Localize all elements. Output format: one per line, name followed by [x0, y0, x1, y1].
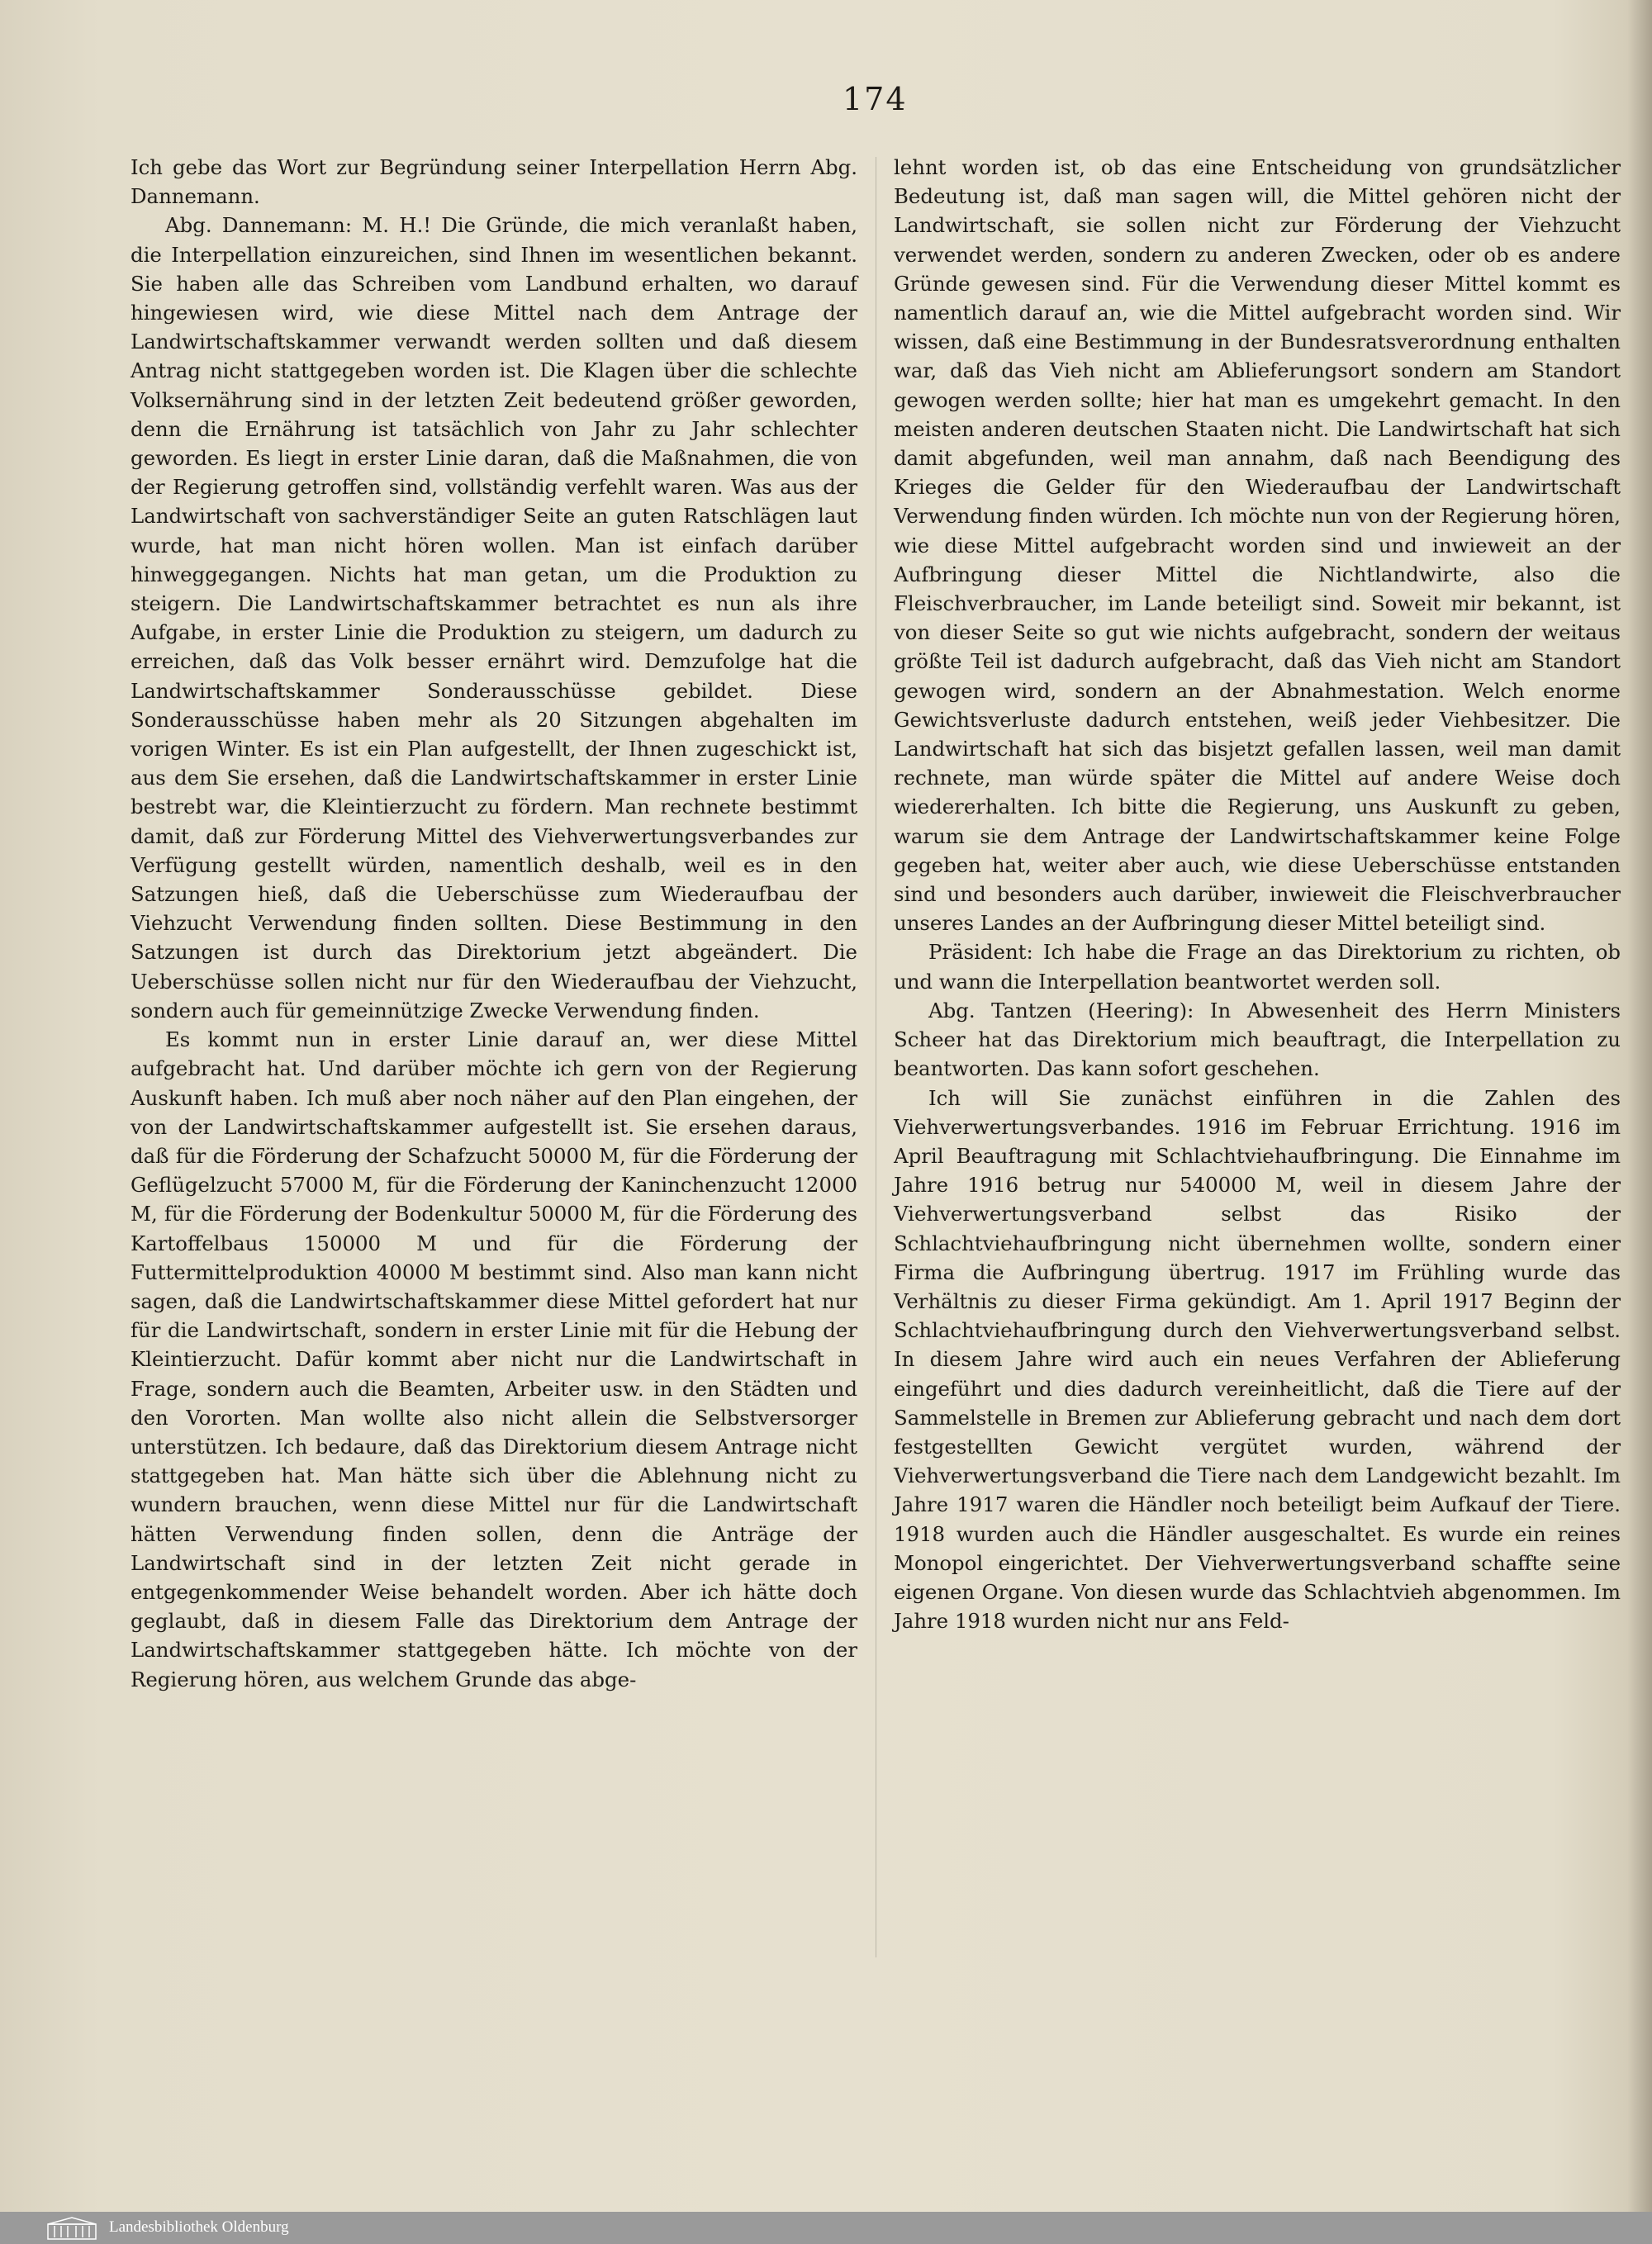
- paragraph: Es kommt nun in erster Linie darauf an, wer diese Mittel aufgebracht hat. Und darüber möchte ich gern von der Regierung Auskunft haben. Ich muß aber noch näher auf den Plan eingehen, der von der Landwirtschaftskammer aufgestellt ist. Sie ersehen daraus, daß für die Förderung der Schafzucht 50000 M, für die Förderung der Geflügelzucht 57000 M, für die Förderung der Kaninchenzucht 12000 M, für die Förderung der Bodenkultur 50000 M, für die Förderung des Kartoffelbaus 150000 M und für die Förderung der Futtermittelproduktion 40000 M bestimmt sind. Also man kann nicht sagen, daß die Landwirtschaftskammer diese Mittel gefordert hat nur für die Landwirtschaft, sondern in erster Linie mit für die Hebung der Kleintierzucht. Dafür kommt aber nicht nur die Landwirtschaft in Frage, sondern auch die Beamten, Arbeiter usw. in den Städten und den Vororten. Man wollte also nicht allein die Selbstversorger unterstützen. Ich bedaure, daß das Direktorium diesem Antrage nicht stattgegeben hat. Man hätte sich über die Ablehnung nicht zu wundern brauchen, wenn diese Mittel nur für die Landwirtschaft hätten Verwendung finden sollen, denn die Anträge der Landwirtschaft sind in der letzten Zeit nicht gerade in entgegenkommender Weise behandelt worden. Aber ich hätte doch geglaubt, daß in diesem Falle das Direktorium dem Antrage der Landwirtschaftskammer stattgegeben hätte. Ich möchte von der Regierung hören, aus welchem Grunde das abge-: [131, 1027, 857, 1691]
- left-column: [131, 153, 857, 1694]
- paragraph: Präsident: Ich habe die Frage an das Direktorium zu richten, ob und wann die Interpellation beantwortet werden soll.: [894, 940, 1621, 994]
- paragraph: Abg. Dannemann: M. H.! Die Gründe, die mich veranlaßt haben, die Interpellation einzureichen, sind Ihnen im wesentlichen bekannt. Sie haben alle das Schreiben vom Landbund erhalten, wo darauf hingewiesen wird, wie diese Mittel nach dem Antrage der Landwirtschaftskammer verwandt werden sollten und daß diesem Antrag nicht stattgegeben worden ist. Die Klagen über die schlechte Volksernährung sind in der letzten Zeit bedeutend größer geworden, denn die Ernährung ist tatsächlich von Jahr zu Jahr schlechter geworden. Es liegt in erster Linie daran, daß die Maßnahmen, die von der Regierung getroffen sind, vollständig verfehlt waren. Was aus der Landwirtschaft von sachverständiger Seite an guten Ratschlägen laut wurde, hat man nicht hören wollen. Man ist einfach darüber hinweggegangen. Nichts hat man getan, um die Produktion zu steigern. Die Landwirtschaftskammer betrachtet es nun als ihre Aufgabe, in erster Linie die Produktion zu steigern, um dadurch zu erreichen, daß das Volk besser ernährt wird. Demzufolge hat die Landwirtschaftskammer Sonderausschüsse gebildet. Diese Sonderausschüsse haben mehr als 20 Sitzungen abgehalten im vorigen Winter. Es ist ein Plan aufgestellt, der Ihnen zugeschickt ist, aus dem Sie ersehen, daß die Landwirtschaftskammer in erster Linie bestrebt war, die Kleintierzucht zu fördern. Man rechnete bestimmt damit, daß zur Förderung Mittel des Viehverwertungsverbandes zur Verfügung gestellt würden, namentlich deshalb, weil es in den Satzungen hieß, daß die Ueberschüsse zum Wiederaufbau der Viehzucht Verwendung finden sollten. Diese Bestimmung in den Satzungen ist durch das Direktorium jetzt abgeändert. Die Ueberschüsse sollen nicht nur für den Wiederaufbau der Viehzucht, sondern auch für gemeinnützige Zwecke Verwendung finden.: [131, 213, 857, 1022]
- right-column: [894, 153, 1621, 1635]
- paragraph: Ich will Sie zunächst einführen in die Zahlen des Viehverwertungsverbandes. 1916 im Februar Errichtung. 1916 im April Beauftragung mit Schlachtviehaufbringung. Die Einnahme im Jahre 1916 betrug nur 540000 M, weil in diesem Jahre der Viehverwertungsverband selbst das Risiko der Schlachtviehaufbringung nicht übernehmen wollte, sondern einer Firma die Aufbringung übertrug. 1917 im Frühling wurde das Verhältnis zu dieser Firma gekündigt. Am 1. April 1917 Beginn der Schlachtviehaufbringung durch den Viehverwertungsverband selbst. In diesem Jahre wird auch ein neues Verfahren der Ablieferung eingeführt und dies dadurch vereinheitlicht, daß die Tiere auf der Sammelstelle in Bremen zur Ablieferung gebracht und nach dem dort festgestellten Gewicht vergütet wurden, während der Viehverwertungsverband die Tiere nach dem Landgewicht bezahlt. Im Jahre 1917 waren die Händler noch beteiligt beim Aufkauf der Tiere. 1918 wurden auch die Händler ausgeschaltet. Es wurde ein reines Monopol eingerichtet. Der Viehverwertungsverband schaffte seine eigenen Organe. Von diesen wurde das Schlachtvieh abgenommen. Im Jahre 1918 wurden nicht nur ans Feld-: [894, 1085, 1621, 1634]
- paragraph: Abg. Tantzen (Heering): In Abwesenheit des Herrn Ministers Scheer hat das Direktorium mich beauftragt, die Interpellation zu beantworten. Das kann sofort geschehen.: [894, 998, 1621, 1081]
- library-name: Landesbibliothek Oldenburg: [109, 2218, 289, 2236]
- paragraph: lehnt worden ist, ob das eine Entscheidung von grundsätzlicher Bedeutung ist, daß man sagen will, die Mittel gehören nicht der Landwirtschaft, sie sollen nicht zur Förderung der Viehzucht verwendet werden, sondern zu anderen Zwecken, oder ob es andere Gründe gewesen sind. Für die Verwendung dieser Mittel kommt es namentlich darauf an, wie die Mittel aufgebracht worden sind. Wir wissen, daß eine Bestimmung in der Bundesratsverordnung enthalten war, daß das Vieh nicht am Ablieferungsort sondern am Standort gewogen werden sollte; hier hat man es umgekehrt gemacht. In den meisten anderen deutschen Staaten nicht. Die Landwirtschaft hat sich damit abgefunden, weil man annahm, daß nach Beendigung des Krieges die Gelder für den Wiederaufbau der Landwirtschaft Verwendung finden würden. Ich möchte nun von der Regierung hören, wie diese Mittel aufgebracht worden sind und inwieweit an der Aufbringung dieser Mittel die Nichtlandwirte, also die Fleischverbraucher, im Lande beteiligt sind. Soweit mir bekannt, ist von dieser Seite so gut wie nichts aufgebracht, sondern der weitaus größte Teil ist dadurch aufgebracht, daß das Vieh nicht am Standort gewogen wird, sondern an der Abnahmestation. Welch enorme Gewichtsverluste dadurch entstehen, weiß jeder Viehbesitzer. Die Landwirtschaft hat sich das bisjetzt gefallen lassen, weil man damit rechnete, man würde später die Mittel auf andere Weise doch wiedererhalten. Ich bitte die Regierung, uns Auskunft zu geben, warum sie dem Antrage der Landwirtschaftskammer keine Folge gegeben hat, weiter aber auch, wie diese Ueberschüsse entstanden sind und besonders auch darüber, inwieweit die Fleischverbraucher unseres Landes an der Aufbringung dieser Mittel beteiligt sind.: [894, 155, 1621, 936]
- paragraph: Ich gebe das Wort zur Begründung seiner Interpellation Herrn Abg. Dannemann.: [131, 155, 857, 209]
- page-number: 174: [843, 81, 908, 117]
- library-building-icon: [46, 2216, 97, 2241]
- page-spine-shadow: [1627, 0, 1652, 2244]
